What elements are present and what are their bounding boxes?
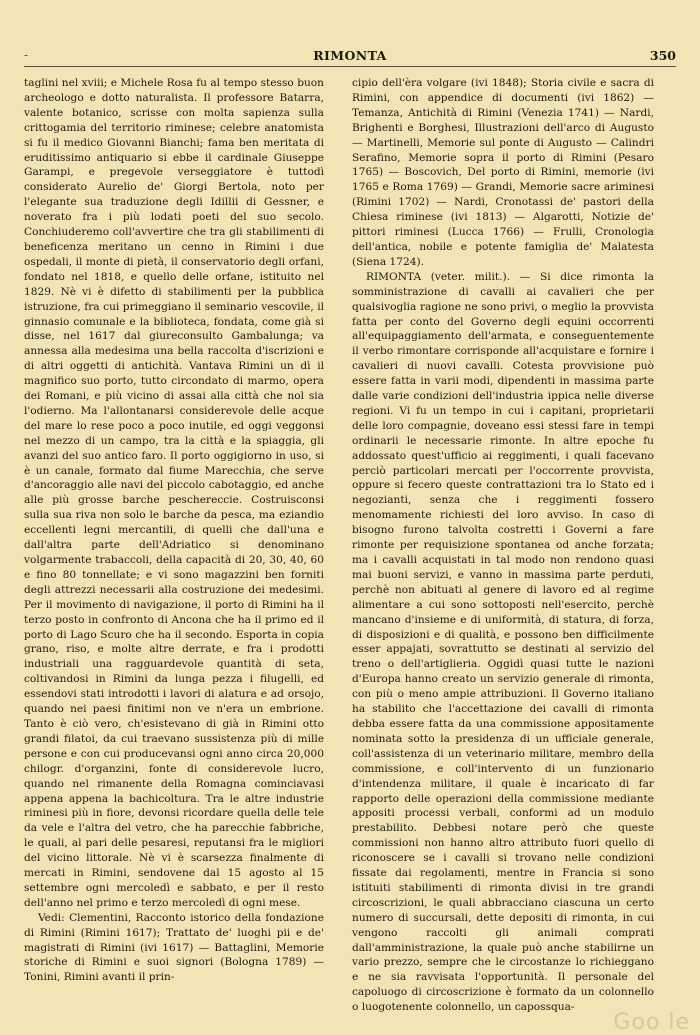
page-header [24,44,676,67]
running-title: RIMONTA [313,47,387,63]
left-paragraph-2: Vedi: Clementini, Racconto istorico della fondazione di Rimini (Rimini 1617); Trattato de' luoghi pii e de' magistrati di Rimini (ivi 1617) — Battaglini, Memorie storiche di Rimini e suoi signori (Bologna 1789) — Tonini, Rimini avanti il prin- [24,911,324,984]
left-column [24,76,324,985]
page-number: 350 [649,47,676,63]
header-mark: - [24,48,29,62]
scan-watermark: Goo le [613,1010,690,1035]
right-paragraph-1: cipio dell'èra volgare (ivi 1848); Storia civile e sacra di Rimini, con appendice di documenti (ivi 1862) — Temanza, Antichità di Rimini (Venezia 1741) — Nardi, Brighenti e Borghesi, Illustrazioni dell'arco di Augusto — Martinelli, Memorie sul ponte di Augusto — Calindri Serafino, Memorie sopra il porto di Rimini (Pesaro 1765) — Boscovich, Del porto di Rimini, memorie (ivi 1765 e Roma 1769) — Grandi, Memorie sacre ariminesi (Rimini 1702) — Nardi, Cronotassi de' pastori della Chiesa riminese (ivi 1813) — Algarotti, Notizie de' pittori riminesi (Lucca 1766) — Frulli, Cronologia dell'antica, nobile e potente famiglia de' Malatesta (Siena 1724). [352,77,654,268]
left-paragraph-1: taglini nel xviii; e Michele Rosa fu al tempo stesso buon archeologo e dotto naturalista. Il professore Batarra, valente botanico, scrisse con molta sapienza sulla crittogamia del territorio riminese; celebre anatomista si fu il medico Giovanni Bianchi; fama ben meritata di eruditissimo antiquario si ebbe il cardinale Giuseppe Garampi, e pregevole verseggiatore è tuttodì considerato Aurelio de' Giorgi Bertola, noto per l'elegante sua traduzione degli Idillii di Gessner, e noverato fra i più lodati poeti del suo secolo. Conchiuderemo coll'avvertire che tra gli stabilimenti di beneficenza meritano un cenno in Rimini i due ospedali, il monte di pietà, il conservatorio degli orfani, fondato nel 1818, e quello delle orfane, istituito nel 1829. Nè vi è difetto di stabilimenti per la pubblica istruzione, fra cui primeggiano il seminario vescovile, il ginnasio comunale e la biblioteca, fondata, come già si disse, nel 1617 dal giureconsulto Gambalunga; va annessa alla medesima una bella raccolta d'iscrizioni e di altri oggetti di antichità. Vantava Rimini un dì il magnifico suo porto, tutto circondato di marmo, opera dei Romani, e più vicino di assai alla città che nol sia l'odierno. Ma l'allontanarsi considerevole delle acque del mare lo rese poco a poco inutile, ed oggi veggonsi nel mezzo di un campo, tra la città e la spiaggia, gli avanzi del suo antico faro. Il porto oggigiorno in uso, si è un canale, formato dal fiume Marecchia, che serve d'ancoraggio alle navi del piccolo cabotaggio, ed anche alle più grosse barche peschereccie. Costruisconsi sulla sua riva non solo le barche da pesca, ma eziandio eccellenti legni mercantili, di quelli che dall'una e dall'altra parte dell'Adriatico si denominano volgarmente trabaccoli, della capacità di 20, 30, 40, 60 e fino 80 tonnellate; e vi sono magazzini ben forniti degli attrezzi necessarii alla costruzione dei medesimi. Per il movimento di navigazione, il porto di Rimini ha il terzo posto in confronto di Ancona che ha il primo ed il porto di Lago Scuro che ha il secondo. Esporta in copia grano, riso, e molte altre derrate, e fra i prodotti industriali una ragguardevole quantità di seta, coltivandosi in Rimini da lunga pezza i filugelli, ed essendovi stati introdotti i lavori di alatura e ad orsojo, quando nei paesi finitimi non ve n'era un embrione. Tanto è ciò vero, ch'esistevano di già in Rimini otto grandi filatoi, da cui traevano sussistenza più di mille persone e con cui producevansi ogni anno circa 20,000 chilogr. d'organzini, fonte di considerevole lucro, quando nel rimanente della Romagna cominciavasi appena appena la bachicoltura. Tra le altre industrie riminesi più in fiore, devonsi ricordare quella delle tele da vele e l'altra del vetro, che ha parecchie fabbriche, le quali, al pari delle pesaresi, reputansi fra le migliori del vicino littorale. Nè vi è scarsezza finalmente di mercati in Rimini, sendovene dal 15 agosto al 15 settembre ogni mercoledì e sabbato, e per il resto dell'anno nel primo e terzo mercoledì di ogni mese. [24,77,324,909]
right-column [352,76,654,1015]
right-paragraph-2: RIMONTA (veter. milit.). — Si dice rimonta la somministrazione di cavalli ai cavalieri che per qualsivoglia ragione ne sono privi, o meglio la provvista fatta per conto del Governo degli equini occorrenti all'equipaggiamento dell'armata, e conseguentemente il verbo rimontare corrisponde all'acquistare e fornire i cavalieri di nuovi cavalli. Cotesta provvisione può essere fatta in varii modi, dipendenti in massima parte dalle varie condizioni dell'industria ippica nelle diverse regioni. Vi fu un tempo in cui i capitani, proprietarii delle loro compagnie, doveano essi stessi fare in tempi ordinarii le necessarie rimonte. In altre epoche fu addossato quest'ufficio ai reggimenti, i quali facevano perciò particolari mercati per l'occorrente provvista, oppure si fecero queste contrattazioni tra lo Stato ed i negozianti, senza che i reggimenti fossero menomamente richiesti del loro avviso. In caso di bisogno furono talvolta costretti i Governi a fare rimonte per requisizione spontanea od anche forzata; ma i cavalli acquistati in tal modo non rendono quasi mai buoni servizi, e vanno in massima parte perduti, perchè non abituati al genere di lavoro ed al regime alimentare a cui sono sottoposti nell'esercito, perchè mancano d'insieme e di uniformità, di statura, di forza, di disposizioni e di qualità, e possono ben difficilmente esser appajati, sovrattutto se destinati al servizio del treno o dell'artiglieria. Oggidì quasi tutte le nazioni d'Europa hanno creato un servizio generale di rimonta, con più o meno ampie attribuzioni. Il Governo italiano ha stabilito che l'accettazione dei cavalli di rimonta debba essere fatta da una commissione appositamente nominata sotto la presidenza di un ufficiale generale, coll'assistenza di un veterinario militare, membro della commissione, e coll'intervento di un funzionario d'intendenza militare, il quale è incaricato di far rapporto delle operazioni della commissione mediante appositi processi verbali, conformi ad un modulo prestabilito. Debbesi notare però che queste commissioni non hanno altro attributo fuori quello di riconoscere se i cavalli si trovano nelle condizioni fissate dai regolamenti, mentre in Francia si sono istituiti stabilimenti di rimonta divisi in tre grandi circoscrizioni, le quali abbracciano ciascuna un certo numero di succursali, dette depositi di rimonta, in cui vengono raccolti gli animali comprati dall'amministrazione, la quale può anche stabilirne un vario prezzo, sempre che le circostanze lo richieggano e ne sia ravvisata l'opportunità. Il personale del capoluogo di circoscrizione è formato da un colonnello o luogotenente colonnello, un capossqua- [352,270,654,1014]
